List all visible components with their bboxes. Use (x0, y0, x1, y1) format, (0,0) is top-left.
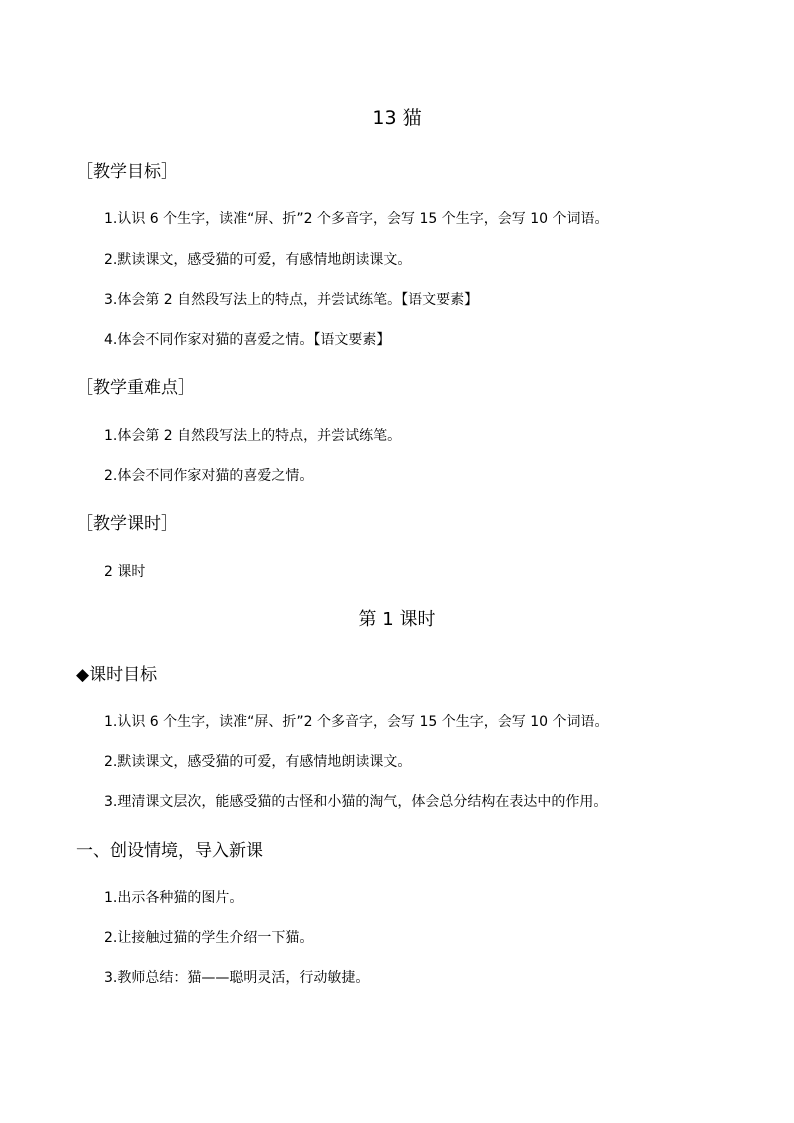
lesson-title: 第 1 课时 (358, 609, 436, 630)
teaching-goal-item: 3.体会第 2 自然段写法上的特点，并尝试练笔。【语文要素】 (104, 292, 479, 308)
lesson-goal-item: 1.认识 6 个生字，读准“屏、折”2 个多音字，会写 15 个生字，会写 10 个词语。 (104, 714, 609, 730)
section-heading-key-difficulties: ［教学重难点］ (76, 378, 195, 398)
intro-step-item: 3.教师总结：猫——聪明灵活，行动敏捷。 (104, 970, 370, 986)
section-heading-lesson-goals: ◆课时目标 (76, 665, 158, 685)
lesson-goal-item: 2.默读课文，感受猫的可爱，有感情地朗读课文。 (104, 754, 412, 770)
key-difficulty-item: 2.体会不同作家对猫的喜爱之情。 (104, 468, 314, 484)
section-heading-class-hours: ［教学课时］ (76, 514, 178, 534)
teaching-goal-item: 2.默读课文，感受猫的可爱，有感情地朗读课文。 (104, 252, 412, 268)
lesson-goal-item: 3.理清课文层次，能感受猫的古怪和小猫的淘气，体会总分结构在表达中的作用。 (104, 794, 608, 810)
teaching-goal-item: 1.认识 6 个生字，读准“屏、折”2 个多音字，会写 15 个生字，会写 10 个词语。 (104, 211, 609, 227)
document-title: 13 猫 (372, 107, 422, 129)
teaching-goal-item: 4.体会不同作家对猫的喜爱之情。【语文要素】 (104, 332, 391, 348)
intro-step-item: 1.出示各种猫的图片。 (104, 890, 244, 906)
key-difficulty-item: 1.体会第 2 自然段写法上的特点，并尝试练笔。 (104, 428, 402, 444)
section-heading-teaching-goals: ［教学目标］ (76, 162, 178, 182)
intro-step-item: 2.让接触过猫的学生介绍一下猫。 (104, 930, 314, 946)
class-hours-value: 2 课时 (104, 564, 146, 580)
section-heading-intro: 一、创设情境，导入新课 (76, 841, 263, 861)
